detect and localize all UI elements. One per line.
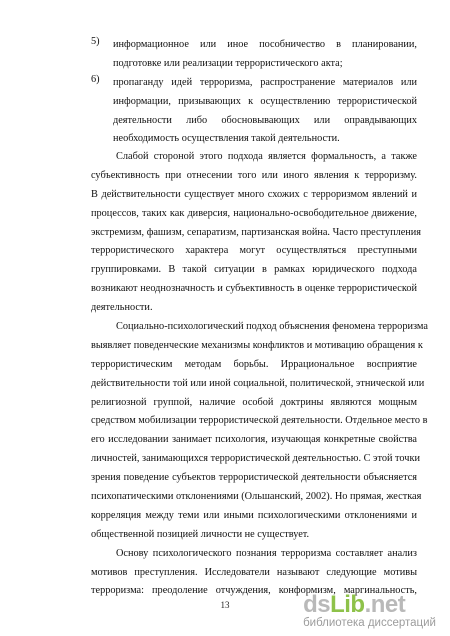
list-item-line: пропаганду идей терроризма, распространение материалов или	[113, 76, 417, 88]
paragraph-line: Слабой стороной этого подхода является формальность, а также	[116, 151, 417, 162]
watermark	[303, 591, 436, 630]
list-item	[91, 74, 417, 150]
paragraph-line: процессов, таких как диверсия, национально-освободительное движение,	[91, 207, 417, 219]
paragraph	[91, 318, 428, 545]
list-item-number: 5)	[91, 36, 100, 47]
paragraph-line: общественной позицией личности не существует.	[91, 528, 310, 540]
paragraph-line: зрения поведение субъектов террористической деятельности объясняется	[91, 472, 417, 484]
list-item-line: деятельности либо обосновывающих или оправдывающих	[113, 114, 417, 126]
paragraph-line: его исследовании занимает психология, изучающая конкретные свойства	[91, 434, 417, 446]
list-item-line: информации, призывающих к осуществлению террористической	[113, 95, 417, 107]
paragraph-line: выявляет поведенческие механизмы конфликтов и мотивацию обращения к	[91, 339, 423, 351]
paragraph-line: средством мобилизации террористической деятельности. Отдельное место в	[91, 415, 428, 427]
watermark-logo-ds: ds	[303, 591, 331, 618]
paragraph-line: Основу психологического познания терроризма составляет анализ	[116, 547, 417, 559]
list-item	[91, 36, 417, 74]
paragraph-line: корреляция между теми или иными психологическими отклонениями и	[91, 509, 417, 521]
paragraph-line: терроризма: преодоление отчуждения, конформизм, маргинальность,	[91, 585, 417, 597]
document-body	[91, 148, 428, 601]
watermark-logo-net: .net	[364, 591, 406, 618]
paragraph-line: личностей, занимающихся террористической деятельностью. С этой точки	[91, 453, 420, 465]
paragraph-line: группировками. В такой ситуации в рамках юридического подхода	[91, 264, 417, 276]
list-item-line: подготовке или реализации террористического акта;	[113, 57, 343, 69]
paragraph-line: В действительности существует много схожих с терроризмом явлений и	[91, 188, 417, 200]
paragraph-line: террористическим методам борьбы. Иррациональное восприятие	[91, 358, 417, 370]
paragraph-line: психопатическими отклонениями (Ольшанский, 2002). Но прямая, жесткая	[91, 491, 422, 503]
watermark-logo	[303, 591, 436, 618]
paragraph-line: субъективность при отнесении того или иного явления к терроризму.	[91, 169, 417, 181]
numbered-list	[91, 36, 417, 149]
watermark-logo-lib: Lib	[330, 591, 365, 618]
paragraph-line: Социально-психологический подход объяснения феномена терроризма	[116, 321, 428, 333]
paragraph-line: террористического характера могут осуществляться преступными	[91, 245, 417, 257]
paragraph-line: экстремизм, фашизм, сепаратизм, партизанская война. Часто преступления	[91, 226, 422, 238]
paragraph	[91, 148, 422, 318]
page-number: 13	[220, 600, 230, 610]
watermark-subtitle: библиотека диссертаций	[303, 617, 436, 629]
list-item-line: необходимость осуществления такой деятельности.	[113, 133, 340, 145]
paragraph-line: действительности той или иной социальной, политической, этнической или	[91, 377, 425, 389]
list-item-line: информационное или иное пособничество в планировании,	[113, 39, 417, 50]
paragraph-line: мотивов преступления. Исследователи называют следующие мотивы	[91, 566, 417, 578]
paragraph-line: религиозной группой, наличие особой доктрины являются мощным	[91, 396, 417, 408]
paragraph-line: возникают неоднозначность и субъективность в оценке террористической	[91, 283, 417, 295]
paragraph-line: деятельности.	[91, 302, 153, 314]
list-item-number: 6)	[91, 73, 100, 85]
